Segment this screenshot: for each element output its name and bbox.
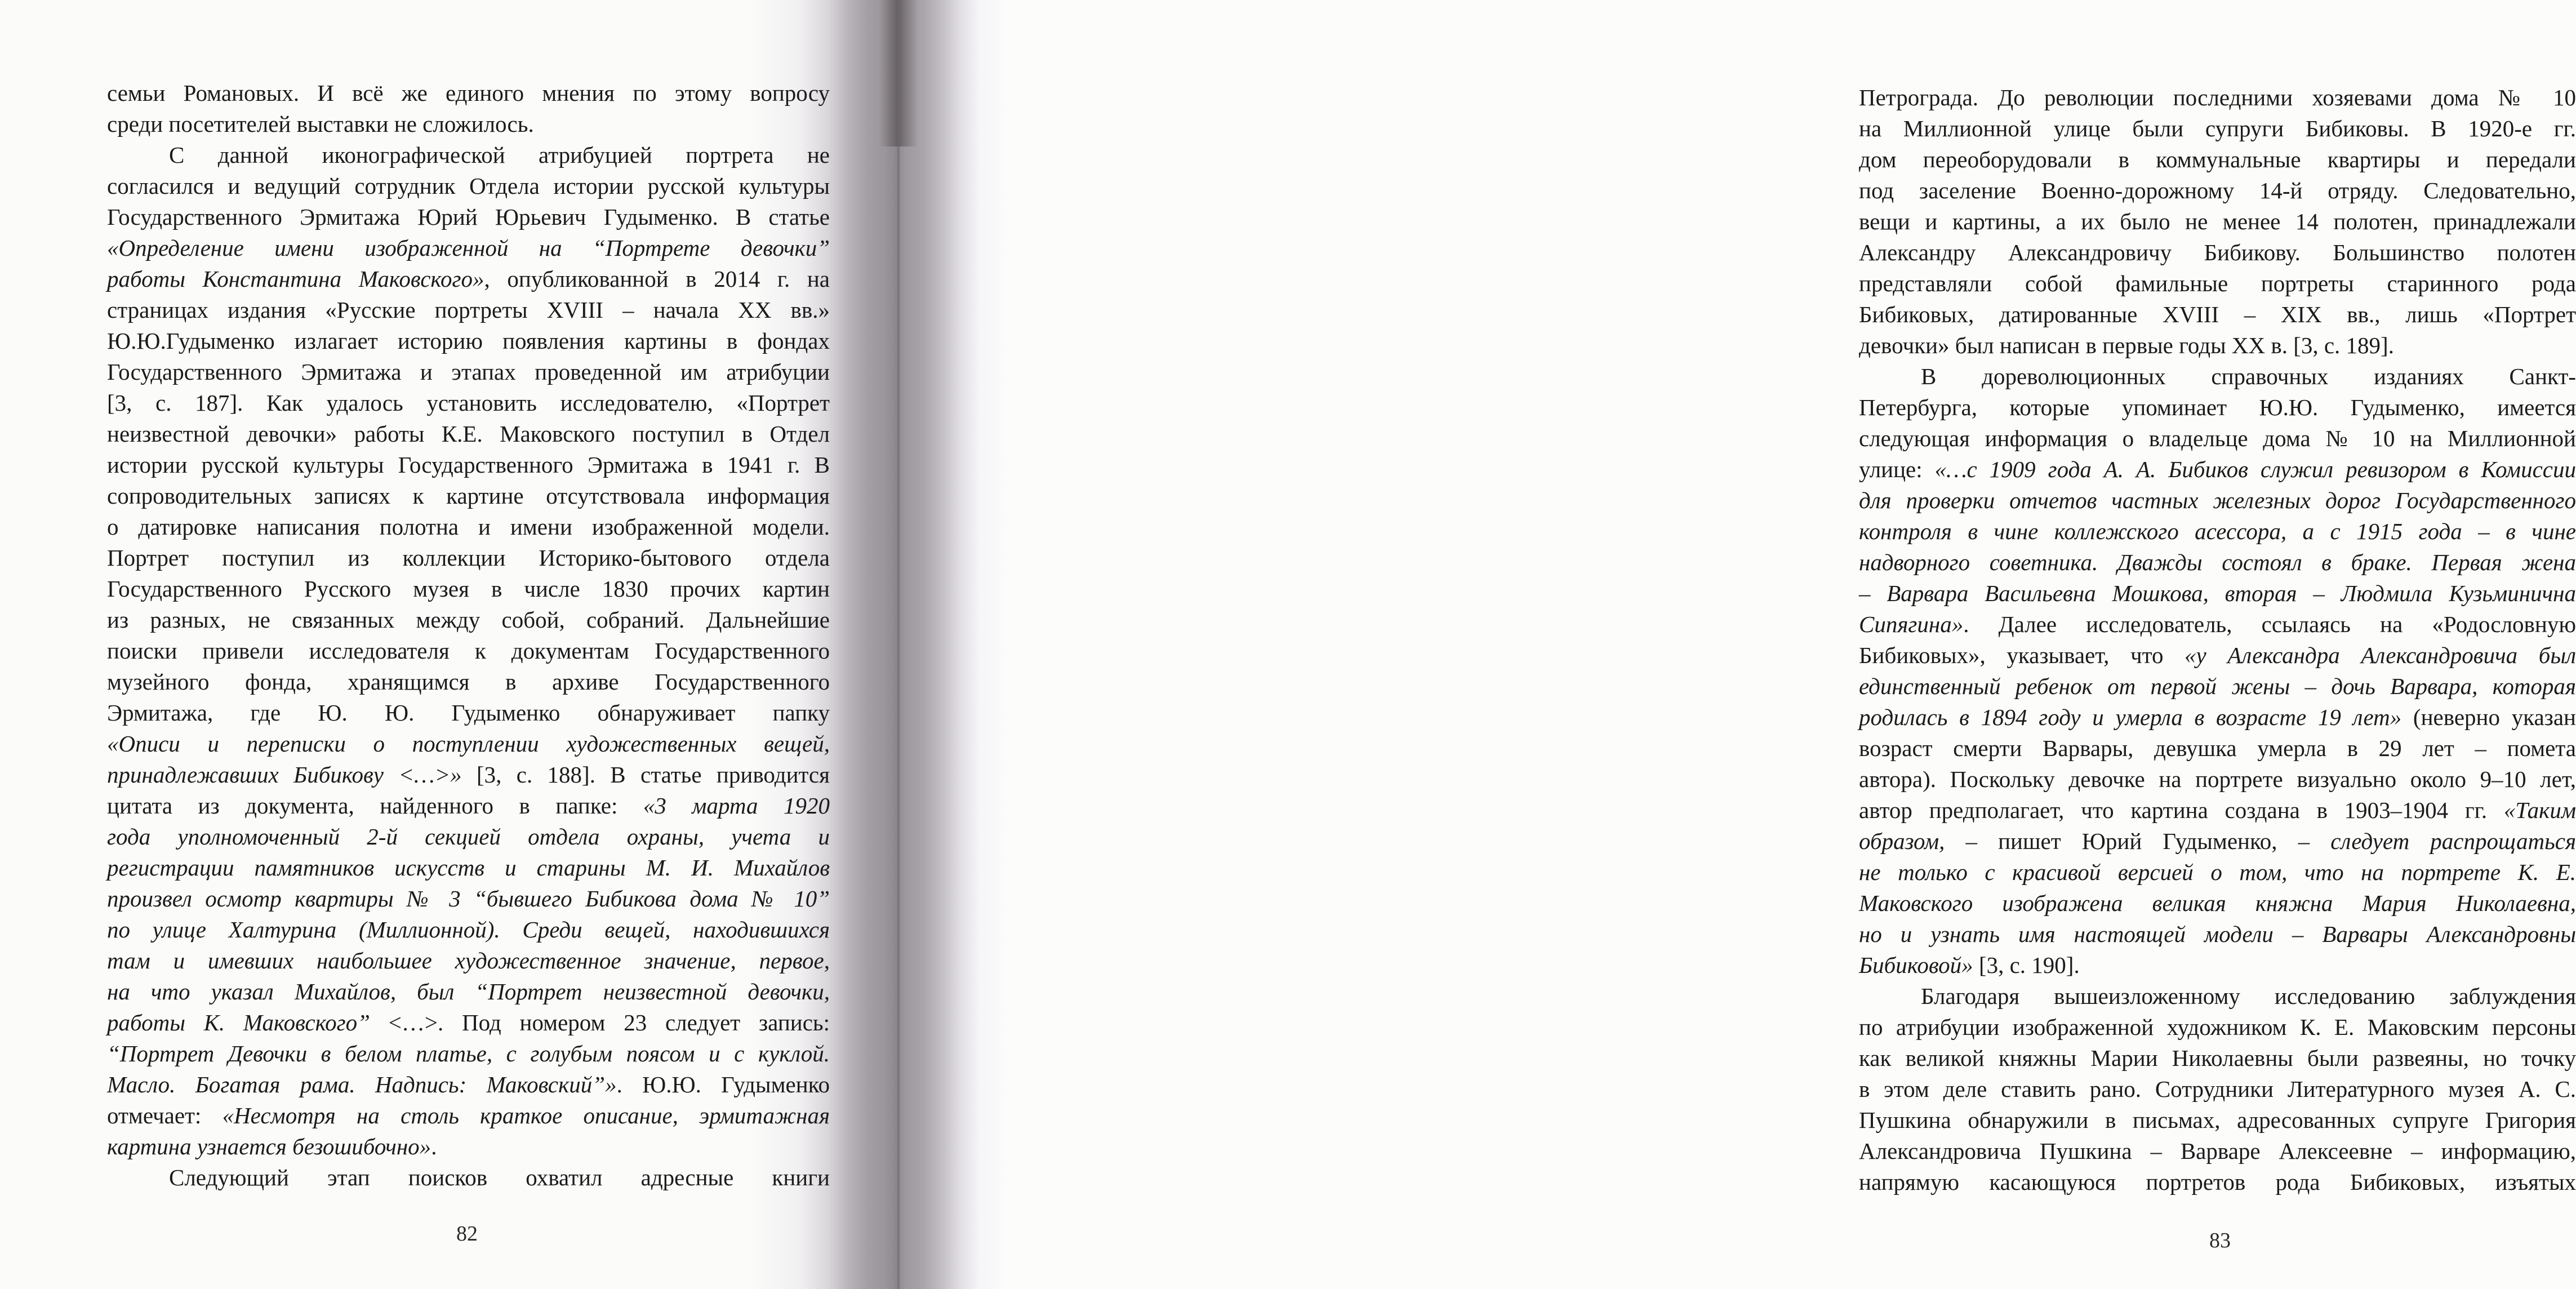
- text-line: [107, 821, 830, 852]
- text-line: [107, 976, 830, 1007]
- text-segment: [3, с. 187]. Как удалось установить исследователю, «Портрет: [107, 390, 830, 416]
- text-line: [107, 605, 830, 635]
- left-page-text: [107, 78, 830, 1193]
- text-segment: Портрет поступил из коллекции Историко-бытового отдела: [107, 545, 830, 571]
- text-line: [1859, 547, 2576, 578]
- text-line: [107, 419, 830, 450]
- text-line: [107, 109, 830, 140]
- text-segment: возраст смерти Варвары, девушка умерла в 29 лет – помета: [1859, 735, 2576, 761]
- italic-quote-segment: Маковского изображена великая княжна Мария Николаевна,: [1859, 890, 2576, 916]
- text-segment: [3, с. 188]. В статье приводится: [461, 762, 830, 788]
- text-line: [107, 481, 830, 512]
- text-segment: Государственного Эрмитажа Юрий Юрьевич Гудыменко. В статье: [107, 204, 830, 230]
- text-segment: В дореволюционных справочных изданиях Санкт-: [1921, 363, 2576, 389]
- italic-quote-segment: Масло. Богатая рама. Надпись: Маковский”»: [107, 1072, 617, 1097]
- text-line: [1859, 1105, 2576, 1136]
- text-segment: в этом деле ставить рано. Сотрудники Литературного музея А. С.: [1859, 1076, 2576, 1102]
- text-segment: (неверно указан: [2401, 704, 2576, 730]
- italic-quote-segment: образом,: [1859, 828, 1945, 854]
- text-line: [1859, 516, 2576, 547]
- text-line: [1859, 144, 2576, 175]
- text-segment: – пишет Юрий Гудыменко, –: [1945, 828, 2331, 854]
- text-segment: Петербурга, которые упоминает Ю.Ю. Гудыменко, имеется: [1859, 394, 2576, 420]
- text-line: [1859, 857, 2576, 888]
- text-line: [107, 1162, 830, 1193]
- italic-quote-segment: «Определение имени изображенной на “Портрете девочки”: [107, 235, 830, 261]
- text-line: [107, 326, 830, 357]
- text-segment: Государственного Эрмитажа и этапах проведенной им атрибуции: [107, 359, 830, 385]
- text-line: [1859, 950, 2576, 981]
- text-segment: <…>. Под номером 23 следует запись:: [370, 1010, 830, 1035]
- text-segment: представляли собой фамильные портреты старинного рода: [1859, 270, 2576, 296]
- text-line: [1859, 578, 2576, 609]
- text-line: [107, 574, 830, 605]
- text-segment: из разных, не связанных между собой, собраний. Дальнейшие: [107, 607, 830, 633]
- text-line: [1859, 919, 2576, 950]
- italic-quote-segment: единственный ребенок от первой жены – дочь Варвара, которая: [1859, 673, 2576, 699]
- text-line: [1859, 175, 2576, 206]
- text-line: [1859, 671, 2576, 702]
- text-segment: Благодаря вышеизложенному исследованию заблуждения: [1921, 983, 2576, 1009]
- text-segment: по атрибуции изображенной художником К. Е. Маковским персоны: [1859, 1014, 2576, 1040]
- book-fold: [897, 0, 900, 1289]
- text-line: [107, 635, 830, 666]
- text-line: [1859, 640, 2576, 671]
- right-page-text: [1859, 82, 2576, 1198]
- italic-quote-segment: по улице Халтурина (Миллионной). Среди вещей, находившихся: [107, 917, 830, 943]
- text-segment: С данной иконографической атрибуцией портрета не: [169, 142, 830, 168]
- text-segment: напрямую касающуюся портретов рода Бибиковых, изъятых: [1859, 1169, 2576, 1195]
- italic-quote-segment: регистрации памятников искусств и старины М. И. Михайлов: [107, 855, 830, 881]
- italic-quote-segment: работы Константина Маковского»: [107, 266, 484, 292]
- text-line: [107, 1069, 830, 1100]
- text-segment: автор предполагает, что картина создана в 1903–1904 гг.: [1859, 797, 2504, 823]
- text-line: [1859, 981, 2576, 1012]
- italic-quote-segment: для проверки отчетов частных железных дорог Государственного: [1859, 487, 2576, 513]
- italic-quote-segment: «…с 1909 года А. А. Бибиков служил ревизором в Комиссии: [1934, 456, 2576, 482]
- text-line: [1859, 113, 2576, 144]
- text-line: [107, 759, 830, 790]
- text-line: [1859, 609, 2576, 640]
- text-line: [1859, 485, 2576, 516]
- italic-quote-segment: «Несмотря на столь краткое описание, эрмитажная: [222, 1103, 830, 1128]
- page-number-left: 82: [456, 1222, 478, 1246]
- text-line: [107, 1038, 830, 1069]
- text-line: [107, 264, 830, 295]
- italic-quote-segment: «у Александра Александровича был: [2185, 642, 2576, 668]
- text-line: [1859, 795, 2576, 826]
- text-line: [107, 388, 830, 419]
- text-segment: Александру Александровичу Бибикову. Большинство полотен: [1859, 239, 2576, 265]
- text-segment: цитата из документа, найденного в папке:: [107, 793, 643, 819]
- text-line: [107, 728, 830, 759]
- text-line: [107, 914, 830, 945]
- text-segment: дом переоборудовали в коммунальные квартиры и передали: [1859, 146, 2576, 172]
- text-line: [107, 852, 830, 883]
- text-line: [1859, 423, 2576, 454]
- text-line: [107, 543, 830, 574]
- italic-quote-segment: надворного советника. Дважды состоял в браке. Первая жена: [1859, 549, 2576, 575]
- text-segment: истории русской культуры Государственного Эрмитажа в 1941 г. В: [107, 452, 830, 478]
- text-segment: страницах издания «Русские портреты XVIII – начала XX вв.»: [107, 297, 830, 323]
- text-segment: Эрмитажа, где Ю. Ю. Гудыменко обнаруживает папку: [107, 700, 830, 726]
- text-line: [107, 140, 830, 171]
- italic-quote-segment: картина узнается безошибочно»: [107, 1134, 431, 1159]
- text-segment: .: [431, 1134, 437, 1159]
- text-line: [107, 1100, 830, 1131]
- text-segment: Александровича Пушкина – Варваре Алексеевне – информацию,: [1859, 1138, 2576, 1164]
- text-segment: согласился и ведущий сотрудник Отдела истории русской культуры: [107, 173, 830, 199]
- text-line: [107, 945, 830, 976]
- italic-quote-segment: следует распрощаться: [2330, 828, 2576, 854]
- text-segment: , опубликованной в 2014 г. на: [484, 266, 830, 292]
- text-segment: Государственного Русского музея в числе 1830 прочих картин: [107, 576, 830, 602]
- page-number-right: 83: [2209, 1229, 2231, 1252]
- text-line: [1859, 1043, 2576, 1074]
- italic-quote-segment: года уполномоченный 2-й секцией отдела охраны, учета и: [107, 824, 830, 850]
- italic-quote-segment: принадлежавших Бибикову <…>»: [107, 762, 462, 788]
- text-segment: неизвестной девочки» работы К.Е. Маковского поступил в Отдел: [107, 421, 830, 447]
- text-line: [1859, 268, 2576, 299]
- text-segment: поиски привели исследователя к документам Государственного: [107, 638, 830, 664]
- text-segment: Бибиковых, датированные XVIII – XIX вв., лишь «Портрет: [1859, 301, 2576, 327]
- text-line: [107, 295, 830, 326]
- italic-quote-segment: произвел осмотр квартиры № 3 “бывшего Бибикова дома № 10”: [107, 886, 830, 912]
- text-line: [107, 78, 830, 109]
- text-line: [107, 883, 830, 914]
- text-segment: . Ю.Ю. Гудыменко: [616, 1072, 830, 1097]
- text-line: [1859, 299, 2576, 330]
- right-page: [896, 0, 2576, 1289]
- italic-quote-segment: родилась в 1894 году и умерла в возрасте 19 лет»: [1859, 704, 2402, 730]
- italic-quote-segment: «Таким: [2503, 797, 2576, 823]
- text-line: [107, 1131, 830, 1162]
- text-line: [107, 666, 830, 697]
- text-line: [1859, 702, 2576, 733]
- text-line: [107, 512, 830, 543]
- text-line: [1859, 764, 2576, 795]
- text-segment: семьи Романовых. И всё же единого мнения по этому вопросу: [107, 80, 830, 106]
- italic-quote-segment: там и имевших наибольшее художественное значение, первое,: [107, 948, 830, 974]
- text-line: [107, 697, 830, 728]
- text-line: [1859, 206, 2576, 237]
- italic-quote-segment: на что указал Михайлов, был “Портрет неизвестной девочки,: [107, 979, 830, 1004]
- text-line: [1859, 826, 2576, 857]
- text-line: [1859, 454, 2576, 485]
- text-line: [1859, 237, 2576, 268]
- text-line: [1859, 1136, 2576, 1167]
- text-segment: улице:: [1859, 456, 1935, 482]
- text-line: [1859, 82, 2576, 113]
- text-segment: следующая информация о владельце дома № 10 на Миллионной: [1859, 425, 2576, 451]
- text-segment: Ю.Ю.Гудыменко излагает историю появления картины в фондах: [107, 328, 830, 354]
- text-segment: . Далее исследователь, ссылаясь на «Родословную: [1963, 611, 2576, 637]
- text-line: [1859, 1167, 2576, 1198]
- text-segment: под заселение Военно-дорожному 14-й отряду. Следовательно,: [1859, 177, 2576, 203]
- text-segment: о датировке написания полотна и имени изображенной модели.: [107, 514, 830, 540]
- italic-quote-segment: Бибиковой»: [1859, 952, 1973, 978]
- italic-quote-segment: “Портрет Девочки в белом платье, с голубым поясом и с куклой.: [107, 1041, 830, 1066]
- italic-quote-segment: Сипягина»: [1859, 611, 1964, 637]
- text-line: [107, 357, 830, 388]
- italic-quote-segment: контроля в чине коллежского асессора, а с 1915 года – в чине: [1859, 518, 2576, 544]
- text-segment: вещи и картины, а их было не менее 14 полотен, принадлежали: [1859, 208, 2576, 234]
- text-line: [1859, 1012, 2576, 1043]
- text-segment: [3, с. 190].: [1973, 952, 2080, 978]
- text-segment: как великой княжны Марии Николаевны были развеяны, но точку: [1859, 1045, 2576, 1071]
- italic-quote-segment: «3 марта 1920: [643, 793, 830, 819]
- italic-quote-segment: не только с красивой версией о том, что на портрете К. Е.: [1859, 859, 2576, 885]
- text-segment: автора). Поскольку девочке на портрете визуально около 9–10 лет,: [1859, 766, 2576, 792]
- italic-quote-segment: работы К. Маковского”: [107, 1010, 370, 1035]
- text-segment: среди посетителей выставки не сложилось.: [107, 111, 534, 137]
- text-segment: Петрограда. До революции последними хозяевами дома № 10: [1859, 85, 2576, 110]
- italic-quote-segment: – Варвара Васильевна Мошкова, вторая – Людмила Кузьминична: [1859, 580, 2576, 606]
- text-line: [107, 171, 830, 202]
- text-segment: Бибиковых», указывает, что: [1859, 642, 2185, 668]
- text-line: [1859, 888, 2576, 919]
- italic-quote-segment: но и узнать имя настоящей модели – Варвары Александровны: [1859, 921, 2576, 947]
- text-line: [1859, 392, 2576, 423]
- text-line: [107, 202, 830, 233]
- text-line: [107, 790, 830, 821]
- text-segment: Следующий этап поисков охватил адресные книги: [169, 1164, 830, 1190]
- text-line: [1859, 1074, 2576, 1105]
- text-segment: музейного фонда, хранящимся в архиве Государственного: [107, 669, 830, 695]
- text-line: [107, 1007, 830, 1038]
- text-line: [1859, 733, 2576, 764]
- text-line: [1859, 330, 2576, 361]
- text-segment: Пушкина обнаружили в письмах, адресованных супруге Григория: [1859, 1107, 2576, 1133]
- text-segment: девочки» был написан в первые годы XX в. [3, с. 189].: [1859, 332, 2394, 358]
- text-segment: отмечает:: [107, 1103, 223, 1128]
- italic-quote-segment: «Описи и переписки о поступлении художественных вещей,: [107, 731, 830, 757]
- text-line: [107, 233, 830, 264]
- text-line: [107, 450, 830, 481]
- left-page: [0, 0, 896, 1289]
- text-line: [1859, 361, 2576, 392]
- text-segment: сопроводительных записях к картине отсутствовала информация: [107, 483, 830, 509]
- text-segment: на Миллионной улице были супруги Бибиковы. В 1920-е гг.: [1859, 115, 2576, 141]
